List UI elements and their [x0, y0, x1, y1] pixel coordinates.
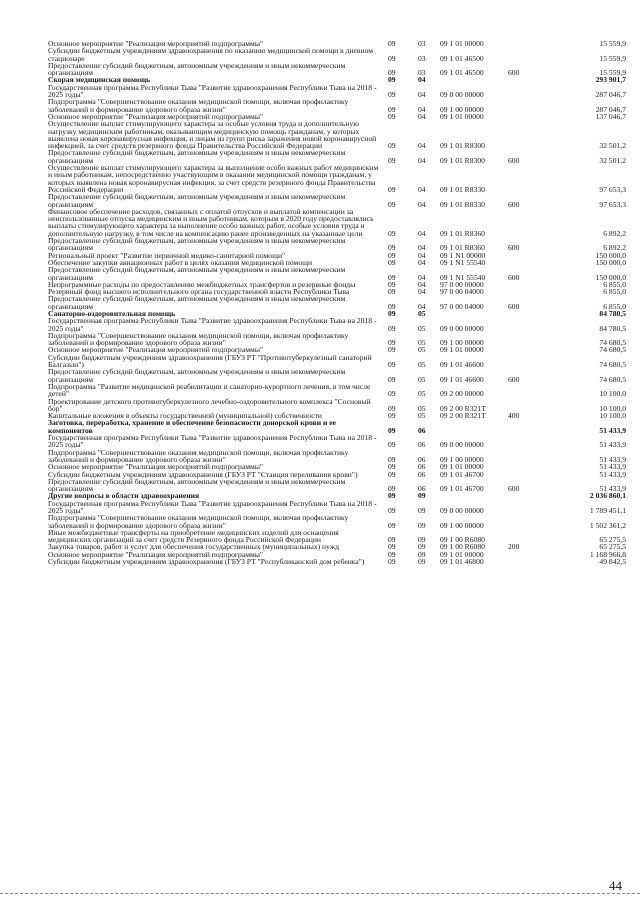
- table-row: [0, 266, 640, 281]
- row-section-code: 09: [388, 323, 396, 333]
- row-section-code: 09: [388, 403, 396, 413]
- row-section-code: 09: [388, 549, 396, 559]
- row-section-code: 09: [388, 111, 396, 121]
- row-subsection-code: 09: [418, 506, 426, 515]
- row-amount: 74 680,5: [599, 338, 626, 348]
- row-amount: 51 433,9: [599, 484, 626, 494]
- row-target-article-code: 09 1 01 R8330: [440, 184, 485, 194]
- row-name: Подпрограмма "Совершенствование оказания медицинской помощи, включая профилактику заболеваний и формирование здорового образа жизни": [48, 447, 349, 464]
- row-subsection-code: 03: [418, 39, 426, 48]
- row-amount: 1 168 966,8: [589, 549, 626, 559]
- row-section-code: 09: [388, 454, 396, 464]
- row-amount: 287 046,7: [595, 90, 626, 100]
- table-row: [0, 383, 640, 398]
- row-expense-type-code: 600: [508, 484, 520, 494]
- table-row: [0, 47, 640, 62]
- row-name: Предоставление субсидий бюджетным, автономным учреждениям и иным некоммерческим организациям: [48, 60, 346, 78]
- row-amount: 74 680,5: [599, 374, 626, 384]
- row-amount: 74 680,5: [599, 360, 626, 370]
- row-subsection-code: 09: [418, 542, 426, 552]
- row-name: Субсидии бюджетным учреждениям здравоохранения (ГБУЗ РТ "Республиканский дом ребенка"): [48, 557, 365, 567]
- row-target-article-code: 09 1 01 46700: [440, 469, 484, 479]
- page-edge: [0, 893, 640, 894]
- row-subsection-code: 05: [418, 411, 426, 421]
- row-section-code: 09: [388, 141, 396, 151]
- table-row: [0, 354, 640, 369]
- row-name: Предоставление субсидий бюджетным, автономным учреждениям и иным некоммерческим организациям: [48, 476, 346, 494]
- row-name: Санаторно-оздоровительная помощь: [48, 308, 176, 318]
- row-section-code: 09: [388, 462, 396, 472]
- row-target-article-code: 09 1 00 00000: [440, 338, 484, 348]
- row-name: Региональный проект "Развитие первичной медико-санитарной помощи": [48, 250, 286, 260]
- row-subsection-code: 04: [418, 250, 426, 260]
- row-section-code: 09: [388, 491, 396, 501]
- table-row: [0, 98, 640, 113]
- row-expense-type-code: 600: [508, 272, 520, 282]
- row-expense-type-code: 600: [508, 374, 520, 384]
- row-subsection-code: 04: [418, 228, 426, 238]
- row-amount: 2 036 860,1: [589, 491, 626, 501]
- row-target-article-code: 09 1 01 46500: [440, 68, 484, 78]
- row-section-code: 09: [388, 199, 396, 209]
- table-row: [0, 237, 640, 252]
- row-expense-type-code: 600: [508, 68, 520, 78]
- row-section-code: 09: [388, 345, 396, 355]
- row-subsection-code: 05: [418, 403, 426, 413]
- row-name: Резервный фонд высшего исполнительного органа государственной власти Республики Тыва: [48, 287, 350, 297]
- row-subsection-code: 04: [418, 272, 426, 282]
- row-amount: 150 000,0: [595, 272, 626, 282]
- row-subsection-code: 05: [418, 345, 426, 355]
- row-expense-type-code: 600: [508, 301, 520, 311]
- row-target-article-code: 09 1 01 46700: [440, 484, 484, 494]
- row-name: Субсидии бюджетным учреждениям здравоохранения (ГБУЗ РТ "Станция переливания крови"): [48, 469, 358, 479]
- row-target-article-code: 09 1 00 R6080: [440, 542, 485, 552]
- row-name: Основное мероприятие "Реализация мероприятий подпрограммы": [48, 549, 264, 559]
- row-name: Подпрограмма "Совершенствование оказания медицинской помощи, включая профилактику заболеваний и формирование здорового образа жизни": [48, 330, 349, 348]
- row-subsection-code: 05: [418, 360, 426, 370]
- table-row: [0, 500, 640, 515]
- row-section-code: 09: [388, 557, 396, 567]
- row-name: Основное мероприятие "Реализация мероприятий подпрограммы": [48, 462, 264, 472]
- row-section-code: 09: [388, 338, 396, 348]
- row-subsection-code: 04: [418, 90, 426, 100]
- row-name: Субсидии бюджетным учреждениям здравоохранения (ГБУЗ РТ "Противотуберкулезный санаторий Балгазын"): [48, 352, 372, 370]
- table-row: [0, 514, 640, 529]
- row-subsection-code: 04: [418, 279, 426, 289]
- row-name: Подпрограмма "Совершенствование оказания медицинской помощи, включая профилактику заболеваний и формирование здорового образа жизни": [48, 97, 349, 114]
- row-amount: 84 780,5: [599, 323, 626, 333]
- row-subsection-code: 03: [418, 53, 426, 63]
- row-name: Непрограммные расходы по предоставлению межбюджетных трансфертов и резервные фонды: [48, 279, 356, 289]
- row-expense-type-code: 600: [508, 155, 520, 165]
- row-amount: 15 559,9: [599, 53, 626, 63]
- table-row: [0, 478, 640, 493]
- row-amount: 15 559,9: [599, 39, 626, 48]
- row-target-article-code: 09 1 N1 00000: [440, 250, 486, 260]
- row-amount: 10 100,0: [599, 403, 626, 413]
- row-amount: 97 653,3: [599, 199, 626, 209]
- table-row: [0, 62, 640, 77]
- row-section-code: 09: [388, 535, 396, 545]
- row-section-code: 09: [388, 542, 396, 552]
- row-target-article-code: 09 1 01 00000: [440, 549, 484, 559]
- table-row: [0, 164, 640, 193]
- row-name: Подпрограмма "Развитие медицинской реабилитации и санаторно-курортного лечения, в том числе детей": [48, 381, 371, 399]
- row-amount: 51 433,9: [599, 469, 626, 479]
- row-target-article-code: 09 1 01 00000: [440, 39, 484, 48]
- row-amount: 32 501,2: [599, 155, 626, 165]
- row-name: Другие вопросы в области здравоохранения: [48, 491, 200, 501]
- row-section-code: 09: [388, 90, 396, 100]
- row-target-article-code: 09 0 00 00000: [440, 440, 484, 450]
- row-section-code: 09: [388, 243, 396, 253]
- row-name: Предоставление субсидий бюджетным, автономным учреждениям и иным некоммерческим организациям: [48, 265, 346, 282]
- row-target-article-code: 09 2 00 00000: [440, 389, 484, 399]
- row-section-code: 09: [388, 469, 396, 479]
- row-amount: 1 502 361,2: [589, 520, 626, 530]
- row-target-article-code: 97 0 00 04000: [440, 287, 484, 297]
- row-subsection-code: 04: [418, 287, 426, 297]
- row-section-code: 09: [388, 184, 396, 194]
- row-section-code: 09: [388, 308, 396, 318]
- row-amount: 51 433,9: [599, 440, 626, 450]
- table-row: [0, 317, 640, 332]
- table-row: [0, 332, 640, 347]
- row-amount: 10 100,0: [599, 389, 626, 399]
- row-amount: 6 892,2: [603, 228, 626, 238]
- row-subsection-code: 06: [418, 454, 426, 464]
- row-subsection-code: 04: [418, 301, 426, 311]
- row-amount: 6 855,0: [603, 301, 626, 311]
- row-subsection-code: 09: [418, 491, 426, 501]
- row-target-article-code: 09 1 01 00000: [440, 345, 484, 355]
- row-target-article-code: 09 1 01 R8330: [440, 199, 485, 209]
- row-name: Финансовое обеспечение расходов, связанных с оплатой отпусков и выплатой компенсации за неиспользованные отпуска медицинским и иным работникам, которым в 2020 году предоставлялись выплаты стимулирующего характера за выполнение особо важных работ, особые условия труда и дополнительную нагрузку, в том числе на компенсацию ранее произведенных на указанные цели: [48, 206, 374, 238]
- row-subsection-code: 05: [418, 323, 426, 333]
- row-name: Государственная программа Республики Тыва "Развитие здравоохранения Республики Тыва на 2018 - 2025 годы": [48, 82, 377, 100]
- row-target-article-code: 09 1 00 00000: [440, 104, 484, 114]
- row-amount: 84 780,5: [599, 308, 626, 318]
- row-subsection-code: 09: [418, 520, 426, 530]
- table-row: [0, 558, 640, 565]
- row-subsection-code: 04: [418, 243, 426, 253]
- row-section-code: 09: [388, 301, 396, 311]
- row-name: Осуществление выплат стимулирующего характера за выполнение особо важных работ медицинским и иным работникам, непосредственно участвующим в оказании медицинской помощи гражданам, у которых выявлена новая коронавирусная инфекция, за счет средств резервного фонда Правительства Российской Федерации: [48, 163, 379, 194]
- row-name: Подпрограмма "Совершенствование оказания медицинской помощи, включая профилактику заболеваний и формирование здорового образа жизни": [48, 513, 349, 530]
- row-subsection-code: 05: [418, 308, 426, 318]
- row-name: Предоставление субсидий бюджетным, автономным учреждениям и иным некоммерческим организациям: [48, 192, 346, 209]
- row-target-article-code: 09 1 01 46800: [440, 557, 484, 567]
- row-target-article-code: 09 1 00 00000: [440, 454, 484, 464]
- row-section-code: 09: [388, 272, 396, 282]
- row-name: Субсидии бюджетным учреждениям здравоохранения по оказанию медицинской помощи в дневном стационаре: [48, 46, 374, 63]
- row-section-code: 09: [388, 287, 396, 297]
- row-amount: 51 433,9: [599, 454, 626, 464]
- row-name: Осуществление выплат стимулирующего характера за особые условия труда и дополнительную нагрузку медицинским работникам, оказывающим медицинскую помощь гражданам, у которых выявлена новая коронавирусная инфекция, и лицам из групп риска заражения новой коронавирусной инфекцией, за счет средств резервного фонда Правительства Российской Федерации: [48, 119, 377, 151]
- row-expense-type-code: 200: [508, 542, 520, 552]
- row-amount: 32 501,2: [599, 141, 626, 151]
- row-section-code: 09: [388, 440, 396, 450]
- row-amount: 150 000,0: [595, 257, 626, 267]
- row-target-article-code: 09 1 01 R8300: [440, 155, 485, 165]
- row-name: Государственная программа Республики Тыва "Развитие здравоохранения Республики Тыва на 2018 - 2025 годы": [48, 498, 377, 515]
- row-target-article-code: 09 1 01 46500: [440, 53, 484, 63]
- table-row: [0, 529, 640, 544]
- row-target-article-code: 97 0 00 04000: [440, 301, 484, 311]
- row-subsection-code: 04: [418, 199, 426, 209]
- row-section-code: 09: [388, 279, 396, 289]
- row-section-code: 09: [388, 360, 396, 370]
- table-row: [0, 449, 640, 464]
- row-target-article-code: 09 1 N1 55540: [440, 257, 486, 267]
- row-subsection-code: 05: [418, 338, 426, 348]
- row-subsection-code: 06: [418, 462, 426, 472]
- row-target-article-code: 09 2 00 R321T: [440, 403, 486, 413]
- row-target-article-code: 09 0 00 00000: [440, 90, 484, 100]
- row-subsection-code: 04: [418, 257, 426, 267]
- row-subsection-code: 09: [418, 557, 426, 567]
- row-subsection-code: 09: [418, 535, 426, 545]
- row-name: Предоставление субсидий бюджетным, автономным учреждениям и иным некоммерческим организациям: [48, 367, 346, 384]
- row-target-article-code: 09 1 01 00000: [440, 111, 484, 121]
- table-row: [0, 295, 640, 310]
- row-subsection-code: 04: [418, 184, 426, 194]
- row-amount: 287 046,7: [595, 104, 626, 114]
- page-number: 44: [609, 878, 622, 893]
- row-amount: 15 559,9: [599, 68, 626, 78]
- row-name: Проектирование детского противотуберкулезного лечебно-оздоровительного комплекса "Сосновый бор": [48, 396, 371, 413]
- row-section-code: 09: [388, 506, 396, 515]
- budget-table: [0, 40, 640, 565]
- table-row: [0, 120, 640, 149]
- row-target-article-code: 09 1 01 R8360: [440, 228, 485, 238]
- row-section-code: 09: [388, 68, 396, 78]
- row-expense-type-code: 600: [508, 199, 520, 209]
- row-target-article-code: 09 2 00 R321T: [440, 411, 486, 421]
- row-amount: 150 000,0: [595, 250, 626, 260]
- row-name: Обеспечение закупки авиационных работ в целях оказания медицинской помощи: [48, 257, 313, 267]
- row-subsection-code: 06: [418, 469, 426, 479]
- row-name: Предоставление субсидий бюджетным, автономным учреждениям и иным некоммерческим организациям: [48, 148, 346, 165]
- row-name: Государственная программа Республики Тыва "Развитие здравоохранения Республики Тыва на 2018 - 2025 годы": [48, 433, 377, 450]
- row-section-code: 09: [388, 257, 396, 267]
- row-amount: 1 789 451,1: [589, 506, 626, 515]
- row-target-article-code: 09 1 00 00000: [440, 520, 484, 530]
- row-section-code: 09: [388, 53, 396, 63]
- table-row: [0, 208, 640, 237]
- row-subsection-code: 06: [418, 484, 426, 494]
- row-name: Скорая медицинская помощь: [48, 75, 151, 85]
- row-target-article-code: 09 1 00 R6080: [440, 535, 485, 545]
- row-amount: 51 433,9: [599, 425, 626, 435]
- row-subsection-code: 04: [418, 141, 426, 151]
- row-amount: 65 275,5: [599, 542, 626, 552]
- row-section-code: 09: [388, 520, 396, 530]
- row-name: Государственная программа Республики Тыва "Развитие здравоохранения Республики Тыва на 2018 - 2025 годы": [48, 316, 377, 333]
- table-row: [0, 419, 640, 434]
- row-subsection-code: 09: [418, 549, 426, 559]
- row-subsection-code: 04: [418, 104, 426, 114]
- table-row: [0, 434, 640, 449]
- row-section-code: 09: [388, 389, 396, 399]
- row-subsection-code: 06: [418, 440, 426, 450]
- table-row: [0, 84, 640, 99]
- table-row: [0, 193, 640, 208]
- row-name: Иные межбюджетные трансферты на приобретение медицинских изделий для оснащения медицинских организаций за счет средств Резервного фонда Российской Федерации: [48, 527, 339, 545]
- row-name: Основное мероприятие "Реализация мероприятий подпрограммы": [48, 39, 264, 48]
- row-amount: 65 275,5: [599, 535, 626, 545]
- row-subsection-code: 03: [418, 68, 426, 78]
- row-section-code: 09: [388, 75, 396, 85]
- row-amount: 74 680,5: [599, 345, 626, 355]
- row-section-code: 09: [388, 104, 396, 114]
- row-target-article-code: 09 0 00 00000: [440, 506, 484, 515]
- row-subsection-code: 05: [418, 389, 426, 399]
- row-name: Капитальные вложения в объекты государственной (муниципальной) собственности: [48, 411, 322, 421]
- row-amount: 6 892,2: [603, 243, 626, 253]
- row-subsection-code: 05: [418, 374, 426, 384]
- row-section-code: 09: [388, 411, 396, 421]
- row-target-article-code: 09 1 01 46600: [440, 360, 484, 370]
- row-amount: 137 046,7: [595, 111, 626, 121]
- row-target-article-code: 09 1 N1 55540: [440, 272, 486, 282]
- row-name: Заготовка, переработка, хранение и обеспечение безопасности донорской крови и ее компонентов: [48, 418, 337, 435]
- row-amount: 97 653,3: [599, 184, 626, 194]
- row-amount: 51 433,9: [599, 462, 626, 472]
- row-expense-type-code: 600: [508, 243, 520, 253]
- table-row: [0, 149, 640, 164]
- row-subsection-code: 04: [418, 75, 426, 85]
- row-target-article-code: 09 1 01 46600: [440, 374, 484, 384]
- row-amount: 49 842,5: [599, 557, 626, 567]
- row-section-code: 09: [388, 228, 396, 238]
- row-name: Закупка товаров, работ и услуг для обеспечения государственных (муниципальных) нужд: [48, 542, 339, 552]
- table-row: [0, 368, 640, 383]
- row-section-code: 09: [388, 155, 396, 165]
- row-subsection-code: 06: [418, 425, 426, 435]
- row-name: Предоставление субсидий бюджетным, автономным учреждениям и иным некоммерческим организациям: [48, 236, 346, 253]
- row-target-article-code: 09 1 01 R8360: [440, 243, 485, 253]
- row-section-code: 09: [388, 484, 396, 494]
- table-row: [0, 398, 640, 413]
- row-target-article-code: 09 1 01 R8300: [440, 141, 485, 151]
- row-section-code: 09: [388, 425, 396, 435]
- row-target-article-code: 09 1 01 00000: [440, 462, 484, 472]
- row-name: Предоставление субсидий бюджетным, автономным учреждениям и иным некоммерческим организациям: [48, 294, 346, 311]
- row-amount: 293 901,7: [595, 75, 626, 85]
- row-subsection-code: 04: [418, 155, 426, 165]
- row-amount: 6 855,0: [603, 287, 626, 297]
- row-section-code: 09: [388, 250, 396, 260]
- row-section-code: 09: [388, 39, 396, 48]
- row-target-article-code: 09 0 00 00000: [440, 323, 484, 333]
- row-name: Основное мероприятие "Реализация мероприятий подпрограммы": [48, 111, 264, 121]
- row-subsection-code: 04: [418, 111, 426, 121]
- row-section-code: 09: [388, 374, 396, 384]
- row-amount: 10 100,0: [599, 411, 626, 421]
- row-amount: 6 855,0: [603, 279, 626, 289]
- row-target-article-code: 97 0 00 00000: [440, 279, 484, 289]
- row-expense-type-code: 400: [508, 411, 520, 421]
- row-name: Основное мероприятие "Реализация мероприятий подпрограммы": [48, 345, 264, 355]
